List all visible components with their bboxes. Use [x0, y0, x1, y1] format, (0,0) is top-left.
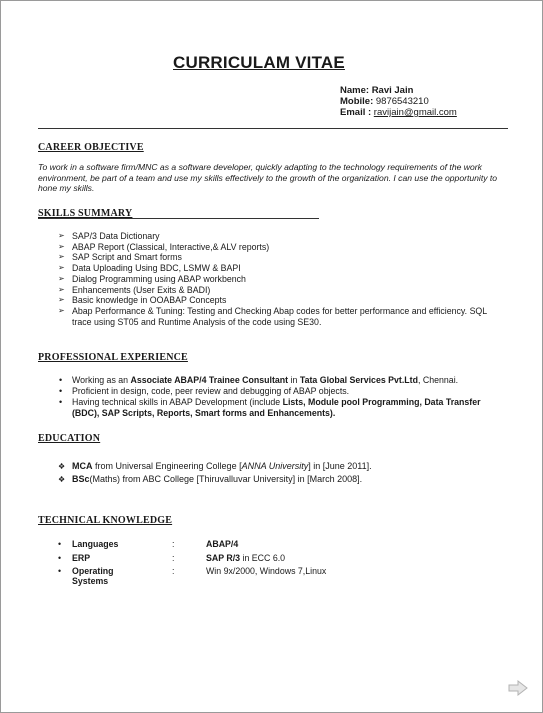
dot-bullet-icon: • [58, 539, 62, 549]
technical-skills-list: Lists, Module pool Programming, Data Transfer (BDC), SAP Scripts, Reports, Smart forms and Enhancements). [72, 397, 481, 418]
mobile-label: Mobile: [340, 96, 374, 107]
professional-experience-heading: PROFESSIONAL EXPERIENCE [38, 352, 188, 363]
arrow-bullet-icon: ➢ [58, 263, 65, 273]
tk-label: ERP [72, 552, 91, 563]
tk-label: Languages [72, 539, 119, 549]
list-item: ➢ Enhancements (User Exits & BADI) [58, 284, 211, 295]
tk-value: Win 9x/2000, Windows 7,Linux [206, 566, 327, 576]
dot-bullet-icon: • [59, 375, 63, 385]
diamond-bullet-icon: ❖ [58, 462, 66, 471]
email-label: Email : [340, 107, 372, 118]
tk-colon: : [172, 552, 175, 563]
list-item: • Having technical skills in ABAP Development (include Lists, Module pool Programming, Data Transfer (BDC), SAP Scripts, Reports, Smart forms and Enhancements). [59, 397, 481, 418]
arrow-bullet-icon: ➢ [58, 252, 65, 262]
contact-mobile-line [340, 96, 457, 107]
job-role: Associate ABAP/4 Trainee Consultant [130, 375, 289, 385]
contact-email-line [340, 107, 457, 118]
dot-bullet-icon: • [58, 552, 62, 563]
name-label: Name: [340, 85, 370, 96]
dot-bullet-icon: • [58, 566, 62, 576]
email-link[interactable]: ravijain@gmail.com [373, 107, 457, 118]
list-item: ➢ SAP/3 Data Dictionary [58, 231, 160, 241]
contact-name-line [340, 85, 457, 96]
technical-knowledge-heading: TECHNICAL KNOWLEDGE [38, 515, 173, 526]
arrow-bullet-icon: ➢ [58, 305, 65, 315]
degree-mca: MCA [72, 461, 93, 471]
list-item: ➢ Dialog Programming using ABAP workbench [58, 273, 246, 284]
list-item: • Working as an Associate ABAP/4 Trainee Consultant in Tata Global Services Pvt.Ltd, Chennai. [59, 375, 459, 385]
degree-bsc: BSc [72, 474, 90, 484]
header-divider [38, 128, 508, 129]
arrow-bullet-icon: ➢ [58, 231, 65, 240]
company-name: Tata Global Services Pvt.Ltd [299, 375, 418, 385]
education-list [58, 460, 508, 486]
education-heading: EDUCATION [38, 433, 101, 444]
list-item: ➢ ABAP Report (Classical, Interactive,& ALV reports) [58, 241, 270, 252]
list-item: ➢ Basic knowledge in OOABAP Concepts [58, 295, 227, 306]
tk-value: SAP R/3 in ECC 6.0 [206, 552, 286, 563]
tk-value: ABAP/4 [206, 539, 239, 549]
mobile-value: 9876543210 [375, 96, 429, 107]
career-objective-text: To work in a software firm/MNC as a software developer, quickly adapting to the technology requirements of the work environment, be part of a team and use my skills effectively to the growth of the organization. I can use the opportunity to hone my skills. [38, 162, 498, 194]
skills-summary-heading: SKILLS SUMMARY [38, 208, 133, 219]
contact-block [340, 85, 457, 118]
arrow-bullet-icon: ➢ [58, 295, 65, 305]
dot-bullet-icon: • [59, 386, 63, 396]
diamond-bullet-icon: ❖ [58, 475, 66, 484]
list-item: ❖ BSc(Maths) from ABC College [Thiruvalluvar University] in [March 2008]. [58, 474, 363, 484]
tk-label: Operating Systems [72, 566, 114, 586]
list-item: • Proficient in design, code, peer review and debugging of ABAP objects. [59, 386, 350, 396]
next-arrow-icon[interactable] [508, 680, 528, 696]
arrow-bullet-icon: ➢ [58, 273, 65, 283]
skills-list [58, 231, 503, 327]
tk-colon: : [172, 539, 175, 549]
university-name: ANNA University [241, 461, 309, 471]
arrow-bullet-icon: ➢ [58, 284, 65, 294]
tk-colon: : [172, 566, 175, 576]
list-item: ❖ MCA from Universal Engineering College [ANNA University] in [June 2011]. [58, 461, 372, 471]
career-objective-heading: CAREER OBJECTIVE [38, 142, 144, 153]
skills-heading-underline [38, 218, 319, 219]
experience-list [58, 375, 508, 419]
list-item: ➢ SAP Script and Smart forms [58, 252, 182, 263]
arrow-bullet-icon: ➢ [58, 241, 65, 251]
dot-bullet-icon: • [59, 397, 63, 407]
list-item: ➢ Abap Performance & Tuning: Testing and Checking Abap codes for better performance and efficiency. SQL trace using ST05 and Runtime Analysis of the code using SE30. [58, 305, 487, 327]
document-title: CURRICULAM VITAE [173, 53, 345, 72]
name-value: Ravi Jain [371, 85, 414, 96]
list-item: ➢ Data Uploading Using BDC, LSMW & BAPI [58, 263, 241, 274]
